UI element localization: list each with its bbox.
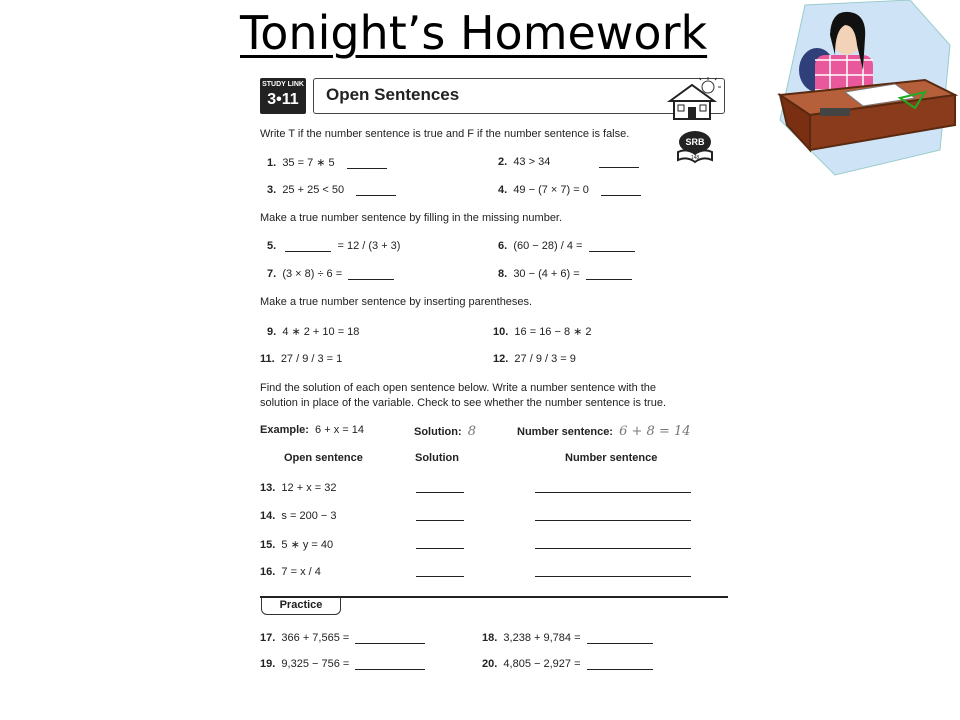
badge-number: 3•11 [267, 91, 299, 108]
srb-book-icon [675, 126, 715, 166]
problem-17 [260, 632, 425, 644]
problem-6 [498, 240, 635, 252]
solution-blank[interactable] [416, 510, 464, 521]
problem-number: 15. [260, 539, 276, 551]
problem-number: 16. [260, 566, 276, 578]
problem-number: 2. [498, 156, 508, 168]
problem-7 [267, 268, 394, 280]
problem-number: 3. [267, 184, 277, 196]
solution-blank[interactable] [416, 482, 464, 493]
answer-blank[interactable] [589, 241, 635, 252]
worksheet-title: Open Sentences [326, 85, 460, 104]
study-link-badge [260, 78, 306, 114]
example-row [260, 424, 364, 436]
answer-blank[interactable] [348, 269, 394, 280]
srb-page: 148 [690, 155, 700, 161]
problem-text: 366 + 7,565 = [281, 632, 350, 644]
answer-blank[interactable] [356, 185, 396, 196]
problem-text: 30 − (4 + 6) = [513, 268, 580, 280]
instruction-4-line-1: Find the solution of each open sentence below. Write a number sentence with the [260, 382, 657, 394]
problem-text: (3 × 8) ÷ 6 = [282, 268, 343, 280]
problem-text: 35 = 7 ∗ 5 [282, 157, 335, 169]
problem-text: 9,325 − 756 = [281, 658, 350, 670]
problem-text: 3,238 + 9,784 = [503, 632, 581, 644]
problem-20 [482, 658, 653, 670]
problem-text: 5 ∗ y = 40 [281, 539, 334, 551]
problem-text: (60 − 28) / 4 = [513, 240, 583, 252]
problem-text: 7 = x / 4 [281, 566, 321, 578]
problem-2 [498, 156, 639, 168]
problem-number: 1. [267, 157, 277, 169]
problem-text: 12 + x = 32 [281, 482, 337, 494]
problem-8 [498, 268, 632, 280]
number-sentence-blank[interactable] [535, 538, 691, 549]
problem-18 [482, 632, 653, 644]
problem-number: 17. [260, 632, 276, 644]
house-icon [664, 77, 728, 121]
problem-number: 8. [498, 268, 508, 280]
example-solution [414, 424, 476, 439]
badge-label: STUDY LINK [262, 81, 304, 88]
solution-label: Solution: [414, 426, 462, 438]
answer-blank[interactable] [285, 241, 331, 252]
answer-blank[interactable] [355, 659, 425, 670]
worksheet [255, 72, 735, 712]
problem-16 [260, 566, 321, 578]
solution-value: 8 [467, 424, 477, 439]
problem-number: 14. [260, 510, 276, 522]
number-sentence-blank[interactable] [535, 566, 691, 577]
problem-11 [260, 353, 342, 365]
problem-text: s = 200 − 3 [281, 510, 337, 522]
problem-3 [267, 184, 396, 196]
problem-text: = 12 / (3 + 3) [337, 240, 401, 252]
problem-text: 27 / 9 / 3 = 9 [514, 353, 576, 365]
problem-14 [260, 510, 336, 522]
problem-number: 20. [482, 658, 498, 670]
problem-number: 9. [267, 326, 277, 338]
problem-text: 27 / 9 / 3 = 1 [280, 353, 343, 365]
problem-number: 12. [493, 353, 509, 365]
answer-blank[interactable] [587, 659, 653, 670]
instruction-3: Make a true number sentence by inserting parentheses. [260, 296, 533, 308]
problem-9 [267, 325, 359, 338]
solution-blank[interactable] [416, 538, 464, 549]
column-header-solution: Solution [415, 452, 459, 464]
number-sentence-blank[interactable] [535, 482, 691, 493]
srb-label: SRB [685, 137, 705, 147]
problem-5 [267, 240, 400, 252]
worksheet-header [313, 78, 725, 114]
column-header-open-sentence: Open sentence [284, 452, 363, 464]
practice-tab: Practice [261, 597, 341, 615]
problem-number: 5. [267, 240, 277, 252]
solution-blank[interactable] [416, 566, 464, 577]
example-label: Example: [260, 424, 309, 436]
answer-blank[interactable] [586, 269, 632, 280]
answer-blank[interactable] [355, 633, 425, 644]
instruction-2: Make a true number sentence by filling in the missing number. [260, 212, 563, 224]
problem-number: 4. [498, 184, 508, 196]
problem-number: 19. [260, 658, 276, 670]
problem-text: 16 = 16 − 8 ∗ 2 [514, 326, 592, 338]
instruction-4-line-2: solution in place of the variable. Check to see whether the number sentence is true. [260, 397, 667, 409]
example-sentence: 6 + x = 14 [315, 424, 364, 436]
problem-1 [267, 156, 387, 169]
problem-text: 4,805 − 2,927 = [503, 658, 581, 670]
answer-blank[interactable] [599, 157, 639, 168]
problem-text: 43 > 34 [513, 156, 551, 168]
problem-10 [493, 325, 592, 338]
problem-number: 11. [260, 353, 275, 365]
problem-19 [260, 658, 425, 670]
problem-12 [493, 353, 576, 365]
instruction-1: Write T if the number sentence is true and F if the number sentence is false. [260, 128, 630, 140]
problem-text: 25 + 25 < 50 [282, 184, 345, 196]
problem-4 [498, 184, 641, 196]
number-sentence-blank[interactable] [535, 510, 691, 521]
number-sentence-value: 6 + 8 = 14 [619, 424, 691, 439]
problem-text: 49 − (7 × 7) = 0 [513, 184, 589, 196]
answer-blank[interactable] [601, 185, 641, 196]
problem-number: 6. [498, 240, 508, 252]
number-sentence-label: Number sentence: [517, 426, 613, 438]
problem-13 [260, 482, 336, 494]
answer-blank[interactable] [587, 633, 653, 644]
column-header-number-sentence: Number sentence [565, 452, 658, 464]
student-at-desk-clipart [775, 0, 960, 180]
problem-number: 13. [260, 482, 276, 494]
problem-number: 18. [482, 632, 498, 644]
problem-15 [260, 538, 333, 551]
problem-number: 7. [267, 268, 277, 280]
answer-blank[interactable] [347, 158, 387, 169]
problem-number: 10. [493, 326, 509, 338]
example-number-sentence [517, 424, 691, 439]
page-title: Tonight’s Homework [240, 6, 708, 60]
problem-text: 4 ∗ 2 + 10 = 18 [282, 326, 360, 338]
